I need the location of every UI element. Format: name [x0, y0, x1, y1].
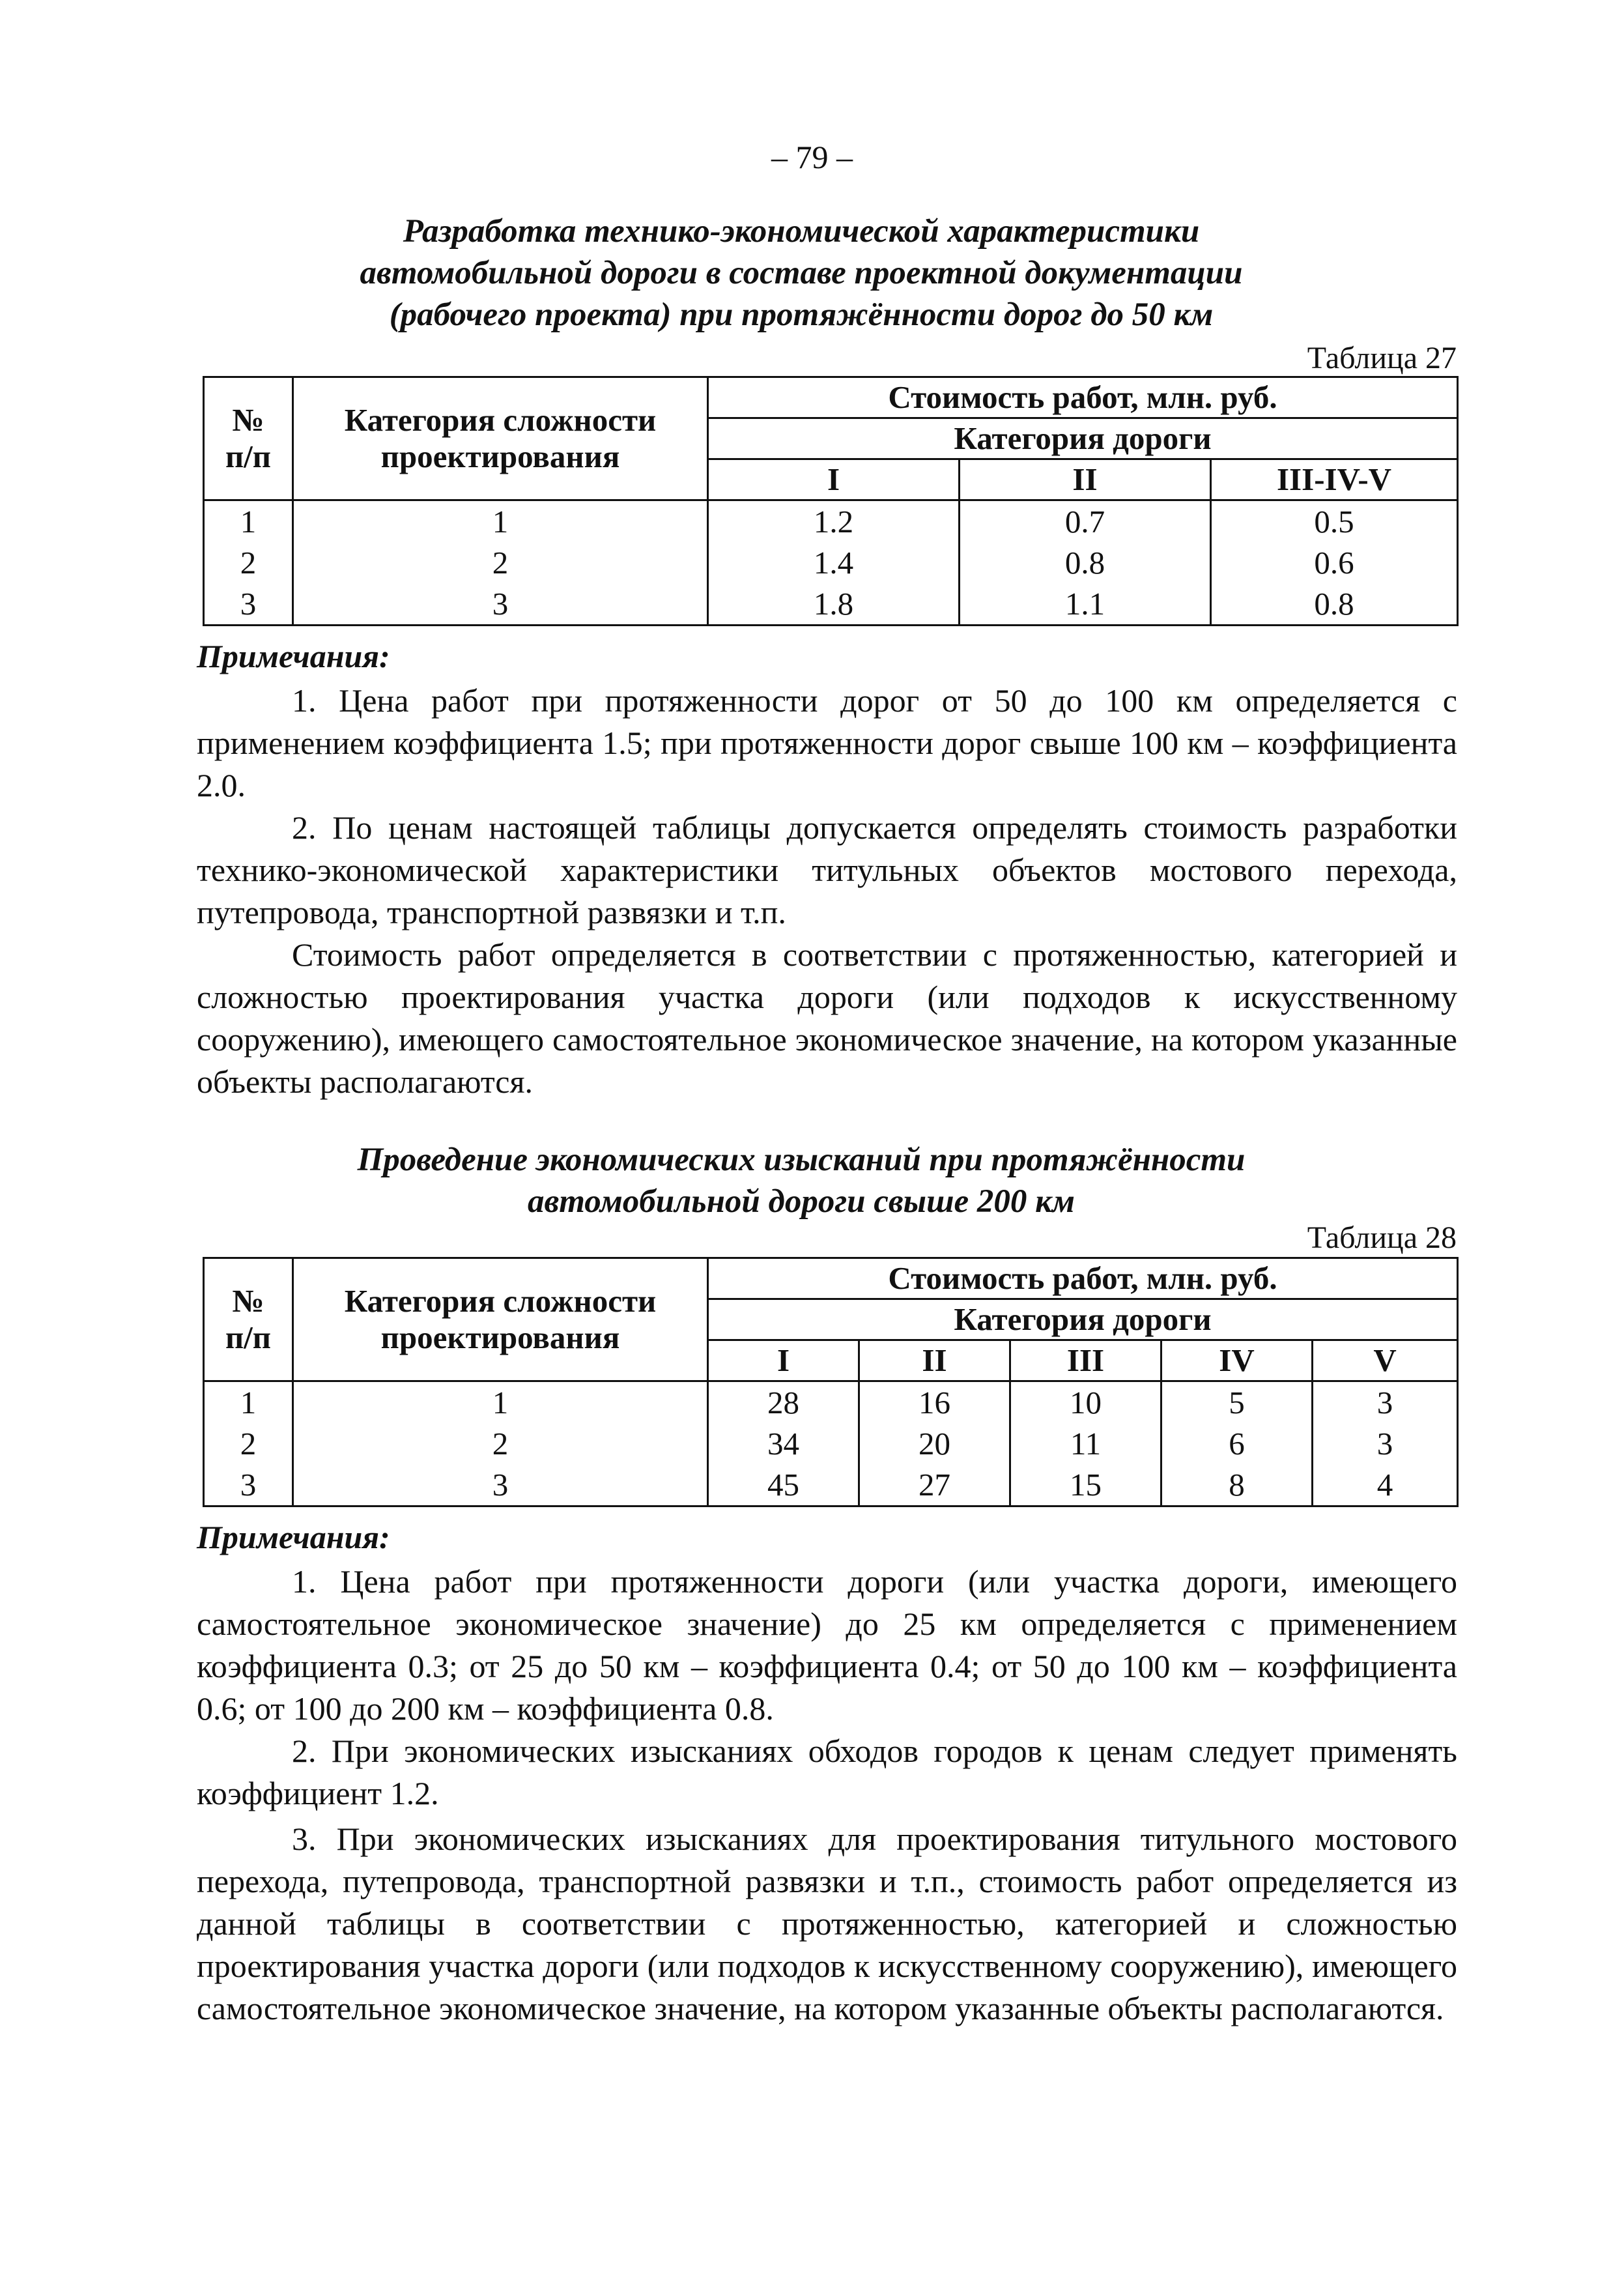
road-category-header: III [1010, 1340, 1161, 1381]
road-category-header: II [960, 459, 1211, 500]
cell: 2 [204, 542, 293, 583]
cell: 3 [204, 1464, 293, 1506]
section1-title-line: Разработка технико-экономической характеристики [403, 213, 1200, 250]
notes-heading: Примечания: [197, 638, 390, 674]
cell: 45 [708, 1464, 859, 1506]
section2-title [195, 1139, 1407, 1222]
cell: 0.6 [1211, 542, 1458, 583]
cell: 3 [204, 583, 293, 626]
cell: 15 [1010, 1464, 1161, 1506]
table-header-category [293, 377, 708, 500]
header-category-text: Категория сложности проектирования [344, 1283, 657, 1355]
section2-title-line: автомобильной дороги свыше 200 км [528, 1183, 1075, 1220]
cell: 0.8 [1211, 583, 1458, 626]
road-category-header: I [708, 1340, 859, 1381]
section1-title [195, 210, 1407, 336]
cell: 16 [859, 1381, 1010, 1424]
note-paragraph: 1. Цена работ при протяженности дорог от 50 до 100 км определяется с применением коэффициента 1.5; при протяженности дорог свыше 100 км – коэффициента 2.0. [197, 682, 1457, 803]
cell: 0.8 [960, 542, 1211, 583]
table-row [204, 1423, 1458, 1464]
section2-title-line: Проведение экономических изысканий при протяжённости [357, 1142, 1246, 1178]
table-row [204, 500, 1458, 543]
cell: 11 [1010, 1423, 1161, 1464]
cell: 1.1 [960, 583, 1211, 626]
cell: 1.4 [708, 542, 960, 583]
page-number: – 79 – [771, 139, 853, 175]
cell: 0.7 [960, 500, 1211, 543]
note-paragraph: Стоимость работ определяется в соответствии с протяженностью, категорией и сложностью проектирования участка дороги (или подходов к искусственному сооружению), имеющего самостоятельное экономическое значение, на котором указанные объекты располагаются. [197, 936, 1457, 1100]
table-28 [203, 1257, 1459, 1507]
cell: 28 [708, 1381, 859, 1424]
table-header-num [204, 1258, 293, 1381]
road-category-header: III-IV-V [1211, 459, 1458, 500]
table-row [204, 1464, 1458, 1506]
cell: 1 [293, 500, 708, 543]
table-row [204, 542, 1458, 583]
cell: 3 [1313, 1423, 1458, 1464]
section1-title-line: автомобильной дороги в составе проектной документации [360, 255, 1243, 291]
table28-caption: Таблица 28 [1307, 1220, 1457, 1255]
cell: 1 [293, 1381, 708, 1424]
cell: 1 [204, 1381, 293, 1424]
road-category-header: I [708, 459, 960, 500]
notes-heading: Примечания: [197, 1519, 390, 1555]
road-category-header: V [1313, 1340, 1458, 1381]
cell: 5 [1161, 1381, 1313, 1424]
table-row [204, 1381, 1458, 1424]
cell: 0.5 [1211, 500, 1458, 543]
cell: 34 [708, 1423, 859, 1464]
cell: 2 [293, 542, 708, 583]
cell: 4 [1313, 1464, 1458, 1506]
cell: 1.2 [708, 500, 960, 543]
header-num-text: № п/п [225, 402, 272, 474]
road-category-header: II [859, 1340, 1010, 1381]
road-category-header: IV [1161, 1340, 1313, 1381]
table-header-num [204, 377, 293, 500]
cell: 2 [293, 1423, 708, 1464]
table-row [204, 583, 1458, 626]
cell: 1 [204, 500, 293, 543]
table27-caption: Таблица 27 [1307, 341, 1457, 375]
cell: 3 [293, 583, 708, 626]
note-paragraph: 2. По ценам настоящей таблицы допускается определять стоимость разработки технико-экономической характеристики титульных объектов мостового перехода, путепровода, транспортной развязки и т.п. [197, 809, 1457, 930]
cell: 2 [204, 1423, 293, 1464]
header-num-text: № п/п [225, 1283, 272, 1355]
cell: 8 [1161, 1464, 1313, 1506]
cell: 20 [859, 1423, 1010, 1464]
note-paragraph: 3. При экономических изысканиях для проектирования титульного мостового перехода, путепровода, транспортной развязки и т.п., стоимость работ определяется из данной таблицы в соответствии с протяженностью, категорией и сложностью проектирования участка дороги (или подходов к искусственному сооружению), имеющего самостоятельное экономическое значение, на котором указанные объекты располагаются. [197, 1821, 1457, 2026]
note-paragraph: 1. Цена работ при протяженности дороги (или участка дороги, имеющего самостоятельное экономическое значение) до 25 км определяется с применением коэффициента 0.3; от 25 до 50 км – коэффициента 0.4; от 50 до 100 км – коэффициента 0.6; от 100 до 200 км – коэффициента 0.8. [197, 1563, 1457, 1727]
cell: 6 [1161, 1423, 1313, 1464]
cell: 27 [859, 1464, 1010, 1506]
cell: 10 [1010, 1381, 1161, 1424]
table-header-road: Категория дороги [708, 418, 1458, 459]
cell: 3 [293, 1464, 708, 1506]
table-header-category [293, 1258, 708, 1381]
note-paragraph: 2. При экономических изысканиях обходов городов к ценам следует применять коэффициент 1.2. [197, 1733, 1457, 1811]
table-header-road: Категория дороги [708, 1299, 1458, 1340]
cell: 3 [1313, 1381, 1458, 1424]
table-header-cost: Стоимость работ, млн. руб. [708, 377, 1458, 418]
header-category-text: Категория сложности проектирования [344, 402, 657, 474]
section1-title-line: (рабочего проекта) при протяжённости дорог до 50 км [389, 296, 1214, 333]
table-header-cost: Стоимость работ, млн. руб. [708, 1258, 1458, 1299]
table-27 [203, 376, 1459, 626]
cell: 1.8 [708, 583, 960, 626]
